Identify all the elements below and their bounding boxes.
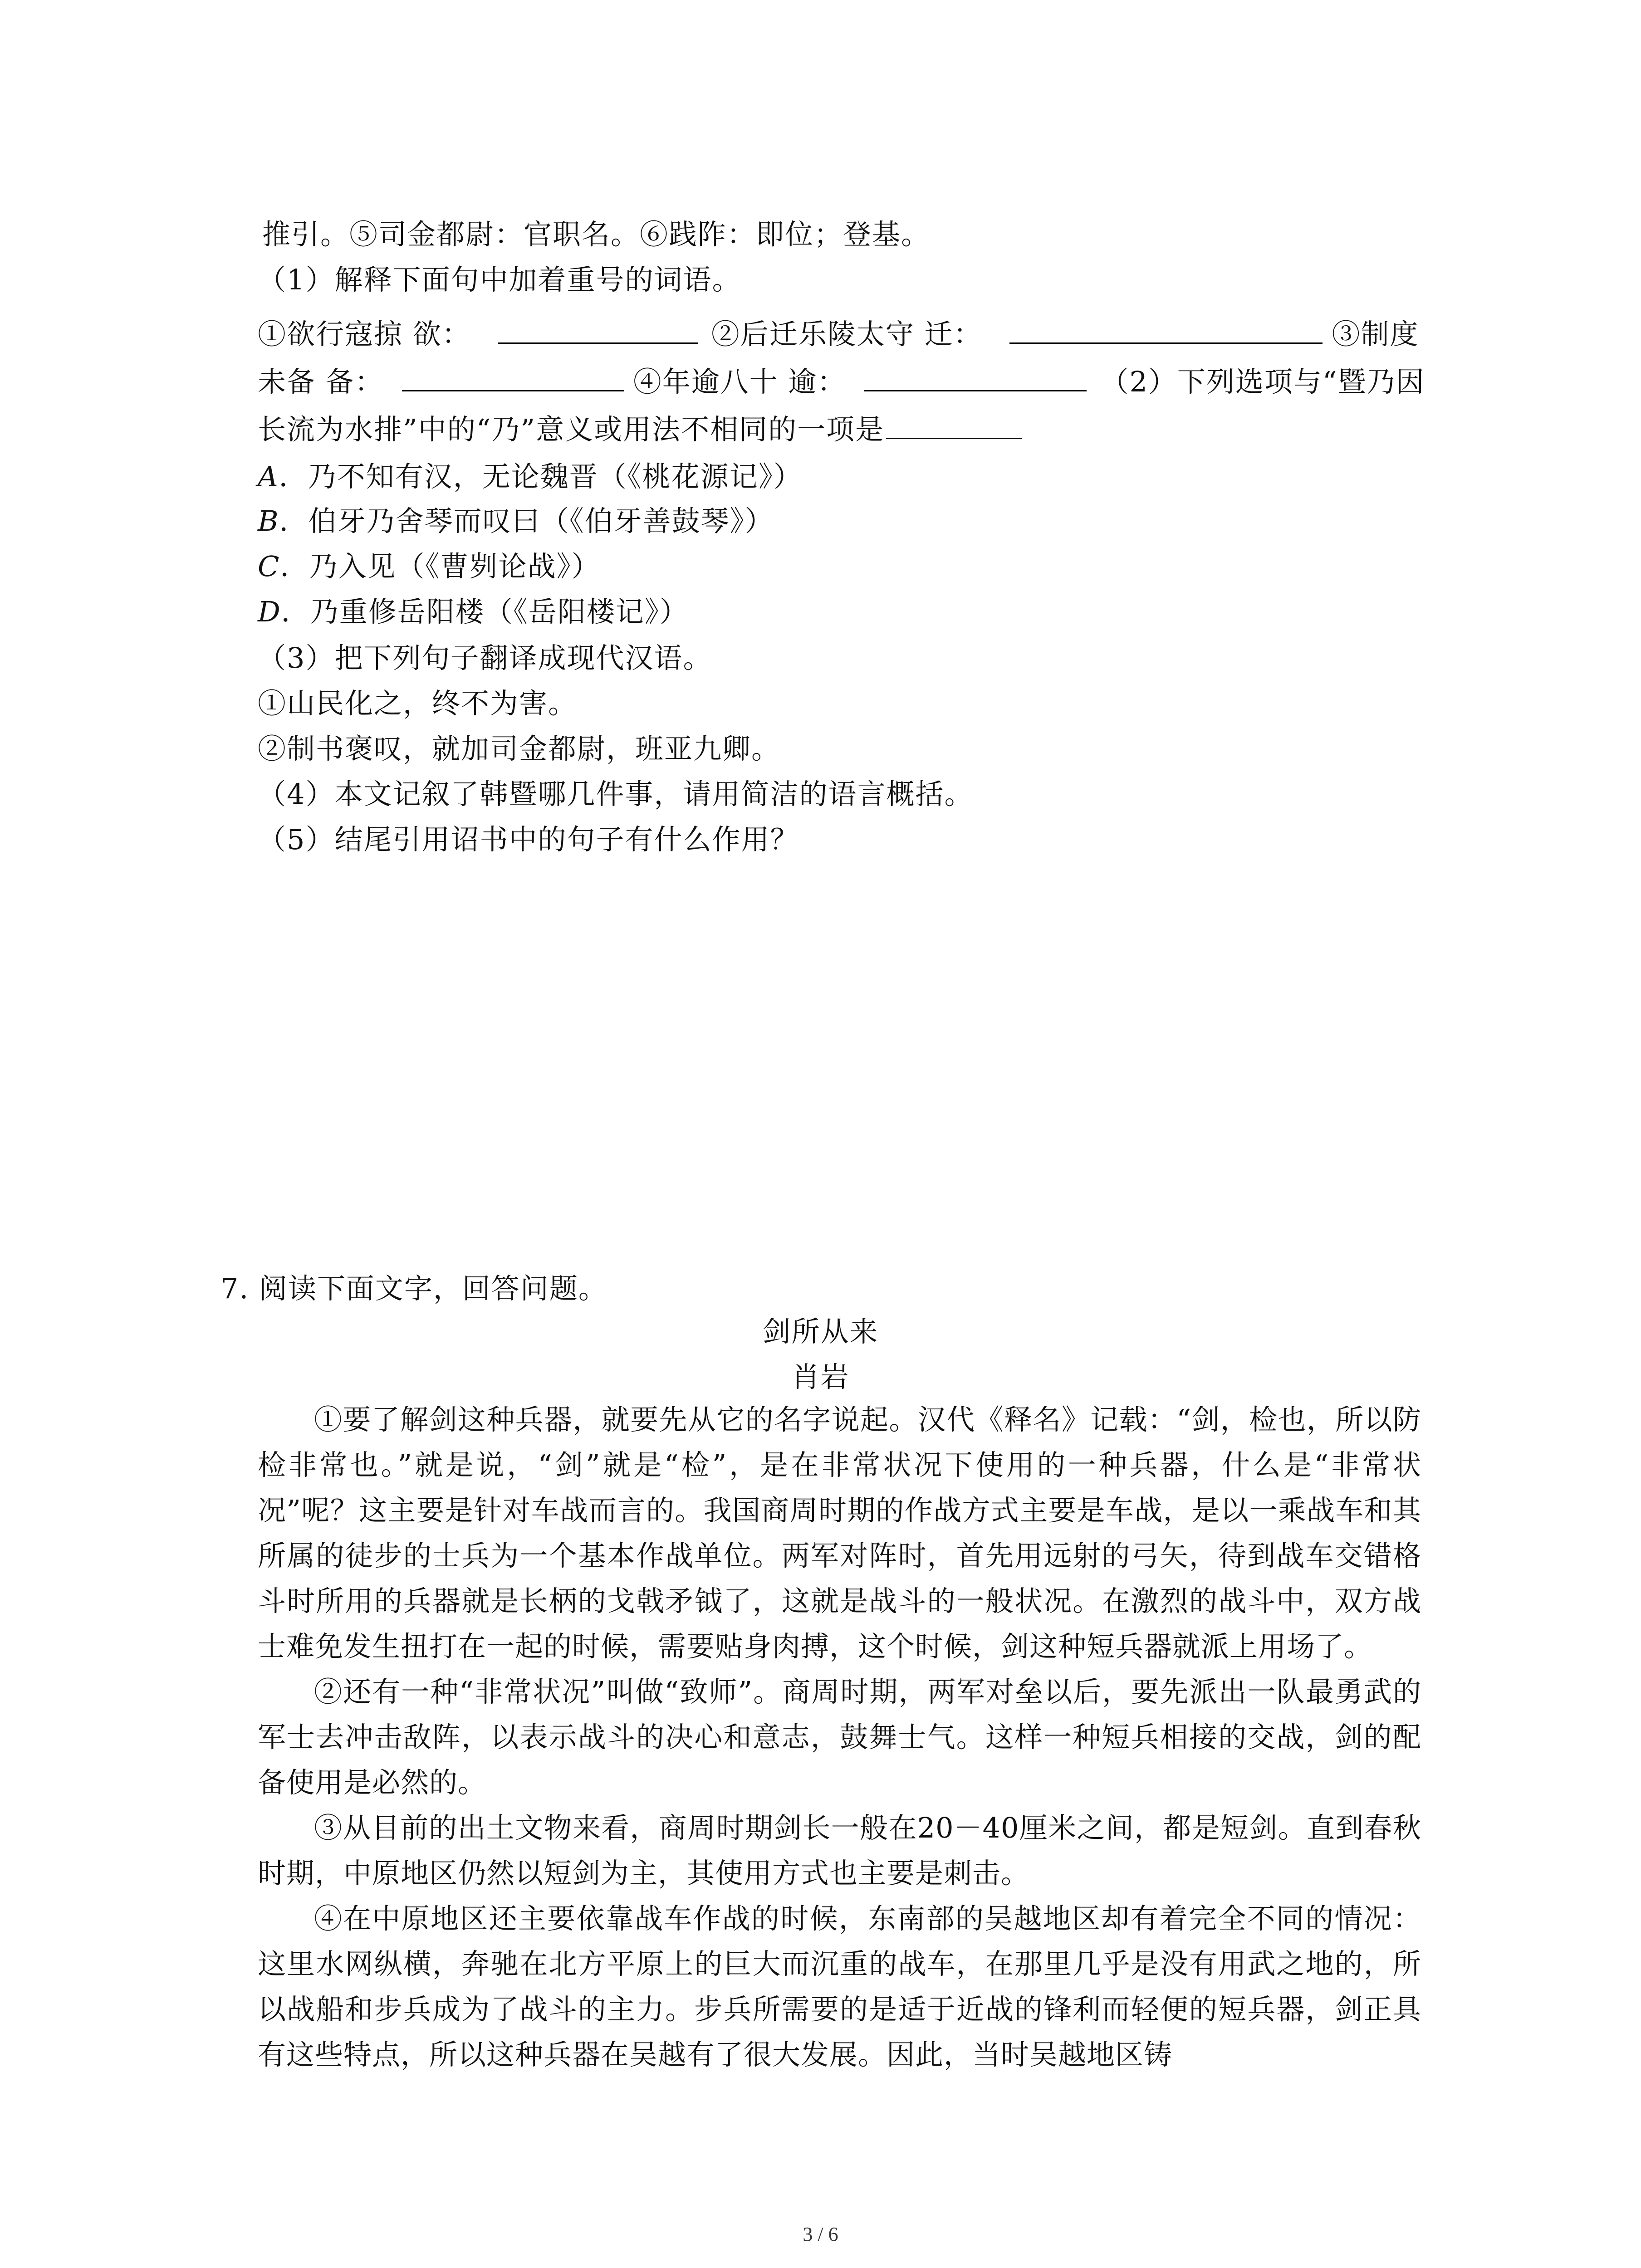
question-5-prompt: （5）结尾引用诏书中的句子有什么作用？ (258, 823, 799, 856)
q1-item-2-blank[interactable] (1009, 318, 1323, 344)
option-d[interactable] (258, 595, 689, 628)
question-2-row (258, 413, 1022, 444)
question-4-prompt: （4）本文记叙了韩暨哪几件事，请用简洁的语言概括。 (258, 777, 974, 811)
question-7-header: 7. 阅读下面文字，回答问题。 (220, 1272, 607, 1305)
article-author: 肖岩 (791, 1360, 850, 1393)
article-paragraph-4: ④在中原地区还主要依靠战车作战的时候，东南部的吴越地区却有着完全不同的情况：这里水网纵横，奔驰在北方平原上的巨大而沉重的战车，在那里几乎是没有用武之地的，所以战船和步兵成为了战斗的主力。步兵所需要的是适于近战的锋利而轻便的短兵器，剑正具有这些特点，所以这种兵器在吴越有了很大发展。因此，当时吴越地区铸 (258, 1902, 1421, 2071)
article-title: 剑所从来 (762, 1315, 879, 1348)
article-paragraph-1: ①要了解剑这种兵器，就要先从它的名字说起。汉代《释名》记载：“剑，检也，所以防检非常也。”就是说，“剑”就是“检”，是在非常状况下使用的一种兵器，什么是“非常状况”呢？这主要是针对车战而言的。我国商周时期的作战方式主要是车战，是以一乘战车和其所属的徒步的士兵为一个基本作战单位。两军对阵时，首先用远射的弓矢，待到战车交错格斗时所用的兵器就是长柄的戈戟矛钺了，这就是战斗的一般状况。在激烈的战斗中，双方战士难免发生扭打在一起的时候，需要贴身肉搏，这个时候，剑这种短兵器就派上用场了。 (258, 1403, 1421, 1663)
question-2-prompt-start: （2）下列选项与“暨乃因 (1100, 365, 1425, 398)
question-3-sentence-2: ②制书褒叹，就加司金都尉，班亚九卿。 (258, 732, 781, 765)
q1-item-1-label: ①欲行寇掠 欲： (258, 318, 471, 351)
question-3-prompt: （3）把下列句子翻译成现代汉语。 (258, 641, 712, 675)
option-d-letter: D (258, 595, 281, 628)
q1-item-4-blank[interactable] (864, 365, 1087, 391)
q2-answer-blank[interactable] (886, 413, 1022, 439)
option-a-text: ．乃不知有汉，无论魏晋（《桃花源记》） (279, 460, 803, 493)
option-d-text: ．乃重修岳阳楼（《岳阳楼记》） (281, 595, 689, 628)
q1-item-3-label-cont: 未备 备： (258, 365, 384, 398)
annotation-note-tail: 推引。⑤司金都尉：官职名。⑥践阼：即位；登基。 (262, 218, 931, 251)
question-3-sentence-1: ①山民化之，终不为害。 (258, 687, 578, 720)
option-b-letter: B (258, 504, 279, 538)
q1-item-4-label: ④年逾八十 逾： (633, 365, 847, 398)
page-number: 3 / 6 (803, 2223, 838, 2245)
q1-item-3-label: ③制度 (1332, 318, 1419, 351)
option-b[interactable] (258, 504, 774, 538)
question-1-row-1 (258, 318, 1419, 351)
article-paragraph-3: ③从目前的出土文物来看，商周时期剑长一般在20－40厘米之间，都是短剑。直到春秋时期，中原地区仍然以短剑为主，其使用方式也主要是刺击。 (258, 1811, 1421, 1890)
option-a[interactable] (258, 460, 803, 493)
option-c[interactable] (258, 552, 600, 581)
question-1-prompt: （1）解释下面句中加着重号的词语。 (258, 263, 741, 296)
option-c-letter: C (258, 550, 280, 583)
option-c-text: ．乃入见（《曹刿论战》） (280, 550, 601, 583)
option-a-letter: A (258, 460, 279, 493)
q1-item-1-blank[interactable] (498, 318, 698, 344)
question-1-row-2 (258, 365, 1425, 396)
q1-item-3-blank[interactable] (402, 365, 624, 391)
article-paragraph-2: ②还有一种“非常状况”叫做“致师”。商周时期，两军对垒以后，要先派出一队最勇武的军士去冲击敌阵，以表示战斗的决心和意志，鼓舞士气。这样一种短兵相接的交战，剑的配备使用是必然的。 (258, 1675, 1421, 1799)
option-b-text: ．伯牙乃舍琴而叹曰（《伯牙善鼓琴》） (279, 504, 774, 538)
q1-item-2-label: ②后迁乐陵太守 迁： (711, 318, 983, 351)
question-2-prompt-end: 长流为水排”中的“乃”意义或用法不相同的一项是 (258, 413, 885, 446)
